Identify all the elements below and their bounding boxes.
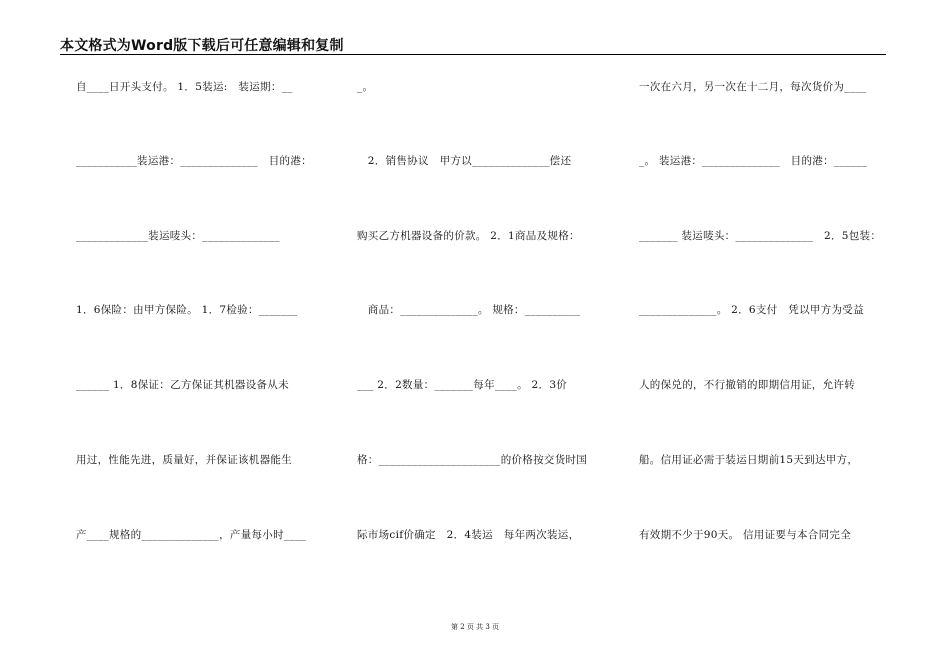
text-line: 格：______________________的价格按交货时国: [357, 454, 588, 466]
text-line: _。: [357, 81, 374, 93]
text-line: ___________装运港：______________ 目的港：: [76, 155, 312, 167]
text-line: 商品：______________。 规格：__________: [357, 304, 581, 316]
text-column-right: [639, 0, 891, 672]
text-line: 2．销售协议 甲方以______________偿还: [357, 155, 572, 167]
text-line: 自____日开头支付。 1．5装运: 装运期：__: [76, 81, 293, 93]
page-footer: [0, 622, 950, 632]
text-line: 1．6保险：由甲方保险。 1．7检验：_______: [76, 304, 298, 316]
text-line: 产____规格的______________，产量每小时____: [76, 529, 307, 541]
text-line: ___ 2．2数量：_______每年____。 2．3价: [357, 379, 568, 391]
text-line: 际市场cif价确定 2．4装运 每年两次装运，: [357, 529, 580, 541]
text-line: _。 装运港：______________ 目的港：______: [639, 155, 868, 167]
text-line: _______ 装运唛头：______________ 2．5包装：: [639, 230, 882, 242]
text-line: 船。信用证必需于装运日期前15天到达甲方，: [639, 454, 859, 466]
text-line: _____________装运唛头：______________: [76, 230, 280, 242]
text-column-left: [76, 0, 326, 672]
text-line: 一次在六月，另一次在十二月，每次货价为____: [639, 81, 867, 93]
text-line: ______________。 2．6支付 凭以甲方为受益: [639, 304, 864, 316]
page-number: 第 2 页 共 3 页: [450, 623, 500, 631]
text-line: 有效期不少于90天。 信用证要与本合同完全: [639, 529, 851, 541]
text-line: 购买乙方机器设备的价款。 2．1商品及规格：: [357, 230, 580, 242]
text-line: 用过，性能先进，质量好，并保证该机器能生: [76, 454, 292, 466]
text-line: ______ 1．8保证：乙方保证其机器设备从未: [76, 379, 289, 391]
document-header-title: 本文格式为Word版下载后可任意编辑和复制: [60, 38, 344, 54]
text-line: 人的保兑的，不行撤销的即期信用证，允许转: [639, 379, 855, 391]
text-column-middle: [357, 0, 607, 672]
